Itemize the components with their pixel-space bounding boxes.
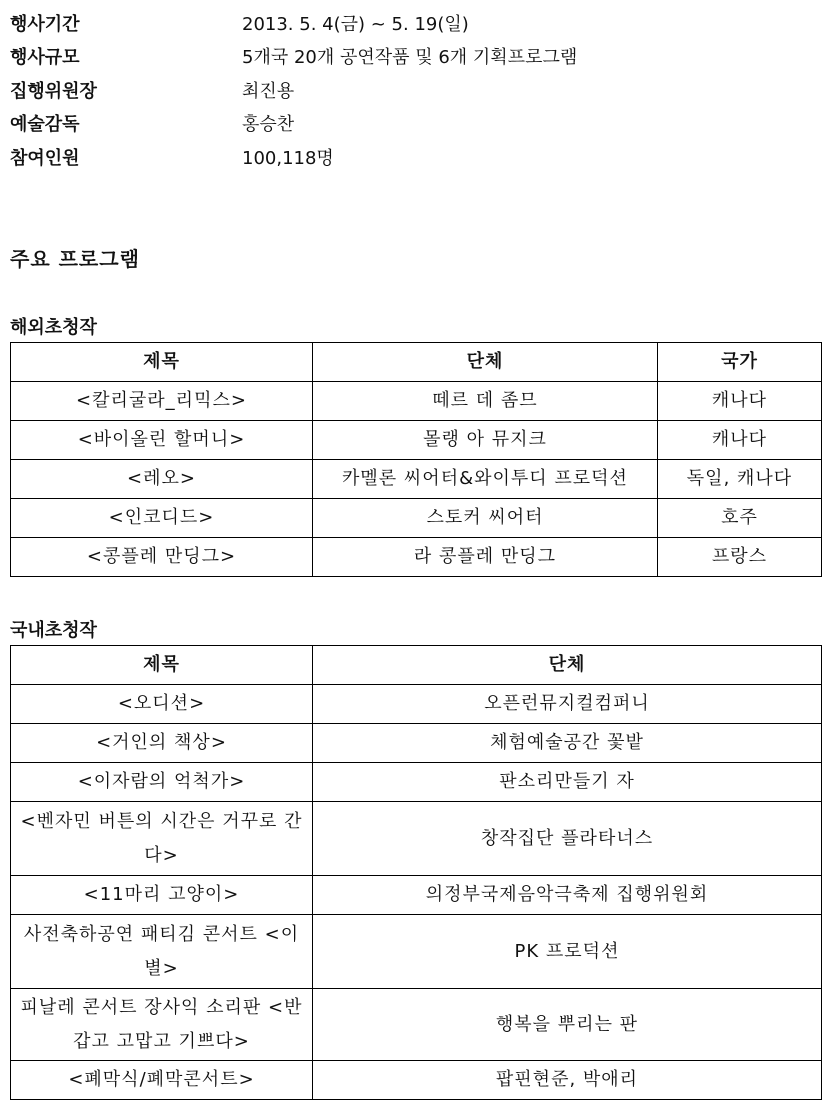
cell-group: 떼르 데 좀므 [313, 382, 658, 421]
info-row-scale [10, 40, 810, 74]
overseas-table [10, 342, 822, 577]
table-row [11, 685, 822, 724]
info-label: 집행위원장 [10, 80, 97, 102]
header-group: 단체 [313, 343, 658, 382]
cell-title: 피날레 콘서트 장사익 소리판 <반갑고 고맙고 기쁘다> [11, 989, 313, 1061]
event-info [10, 6, 810, 174]
header-group: 단체 [313, 646, 822, 685]
cell-title: <폐막식/폐막콘서트> [11, 1061, 313, 1100]
cell-title: <거인의 책상> [11, 724, 313, 763]
table-row [11, 421, 822, 460]
cell-country: 캐나다 [658, 421, 822, 460]
info-label: 행사규모 [10, 47, 80, 69]
cell-title: <레오> [11, 460, 313, 499]
cell-title: <칼리굴라_리믹스> [11, 382, 313, 421]
cell-country: 캐나다 [658, 382, 822, 421]
info-row-chair [10, 73, 810, 107]
cell-title: <인코디드> [11, 499, 313, 538]
domestic-table [10, 645, 822, 1100]
cell-group: 몰랭 아 뮤지크 [313, 421, 658, 460]
cell-title: <콩플레 만딩그> [11, 538, 313, 577]
cell-title: <바이올린 할머니> [11, 421, 313, 460]
info-value: 5개국 20개 공연작품 및 6개 기획프로그램 [242, 47, 578, 69]
overseas-title: 해외초청작 [10, 317, 97, 338]
cell-group: 판소리만들기 자 [313, 763, 822, 802]
cell-title: <11마리 고양이> [11, 876, 313, 915]
table-row [11, 382, 822, 421]
info-row-attendance [10, 140, 810, 174]
header-country: 국가 [658, 343, 822, 382]
cell-title: <오디션> [11, 685, 313, 724]
table-row [11, 763, 822, 802]
cell-group: 라 콩플레 만딩그 [313, 538, 658, 577]
cell-group: 의정부국제음악극축제 집행위원회 [313, 876, 822, 915]
cell-group: PK 프로덕션 [313, 915, 822, 989]
table-row [11, 538, 822, 577]
info-value: 100,118명 [242, 147, 334, 169]
cell-group: 체험예술공간 꽃밭 [313, 724, 822, 763]
info-label: 참여인원 [10, 147, 80, 169]
cell-group: 오픈런뮤지컬컴퍼니 [313, 685, 822, 724]
cell-country: 독일, 캐나다 [658, 460, 822, 499]
table-row [11, 1061, 822, 1100]
info-row-period [10, 6, 810, 40]
table-row [11, 460, 822, 499]
info-value: 홍승찬 [242, 114, 295, 136]
cell-title: <벤자민 버튼의 시간은 거꾸로 간다> [11, 802, 313, 876]
info-label: 예술감독 [10, 114, 80, 136]
domestic-title: 국내초청작 [10, 620, 97, 641]
header-title: 제목 [11, 646, 313, 685]
table-row [11, 499, 822, 538]
cell-group: 팝핀현준, 박애리 [313, 1061, 822, 1100]
table-row [11, 876, 822, 915]
cell-group: 행복을 뿌리는 판 [313, 989, 822, 1061]
cell-title: <이자람의 억척가> [11, 763, 313, 802]
cell-country: 호주 [658, 499, 822, 538]
section-title: 주요 프로그램 [10, 247, 140, 271]
cell-country: 프랑스 [658, 538, 822, 577]
info-value: 최진용 [242, 80, 295, 102]
cell-group: 창작집단 플라타너스 [313, 802, 822, 876]
info-value: 2013. 5. 4(금) ~ 5. 19(일) [242, 13, 469, 35]
cell-group: 스토커 씨어터 [313, 499, 658, 538]
table-row [11, 724, 822, 763]
table-row [11, 802, 822, 876]
cell-group: 카멜론 씨어터&와이투디 프로덕션 [313, 460, 658, 499]
cell-title: 사전축하공연 패티김 콘서트 <이별> [11, 915, 313, 989]
info-label: 행사기간 [10, 13, 80, 35]
table-row [11, 915, 822, 989]
header-title: 제목 [11, 343, 313, 382]
table-header-row [11, 646, 822, 685]
table-header-row [11, 343, 822, 382]
info-row-director [10, 107, 810, 141]
table-row [11, 989, 822, 1061]
